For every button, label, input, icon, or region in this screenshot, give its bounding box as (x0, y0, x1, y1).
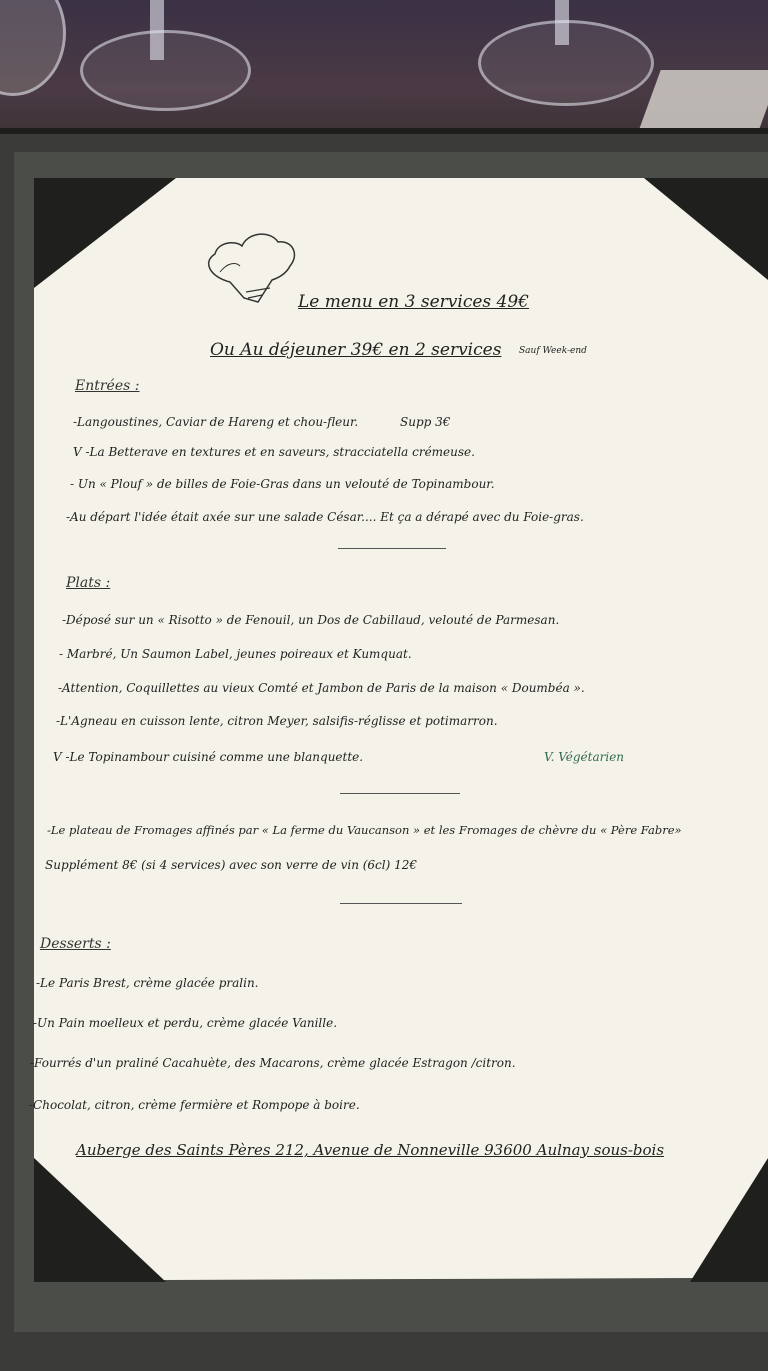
restaurant-address: Auberge des Saints Pères 212, Avenue de Nonneville 93600 Aulnay sous-bois (76, 1141, 665, 1159)
fromages-supplement: Supplément 8€ (si 4 services) avec son verre de vin (6cl) 12€ (45, 858, 418, 872)
entree-item: - Un « Plouf » de billes de Foie-Gras dans un velouté de Topinambour. (70, 477, 495, 491)
plats-heading: Plats : (66, 575, 111, 591)
glass-stem (555, 0, 569, 45)
glass-stem (150, 0, 164, 60)
wine-glass-base (80, 30, 251, 111)
separator (340, 903, 462, 904)
plat-item: -Déposé sur un « Risotto » de Fenouil, un Dos de Cabillaud, velouté de Parmesan. (62, 613, 560, 627)
vegetarian-legend: V. Végétarien (544, 750, 625, 764)
chef-hat-icon (200, 222, 300, 310)
wine-glass (0, 0, 66, 96)
entree-item: -Langoustines, Caviar de Hareng et chou-fleur. (73, 415, 359, 429)
desserts-heading: Desserts : (40, 936, 111, 952)
separator (340, 793, 460, 794)
plat-item: - Marbré, Un Saumon Label, jeunes poireaux et Kumquat. (59, 647, 412, 661)
separator (338, 548, 446, 549)
plat-item: -Attention, Coquillettes au vieux Comté et Jambon de Paris de la maison « Doumbéa ». (58, 681, 585, 695)
menu-title: Le menu en 3 services 49€ (298, 292, 529, 312)
entrees-heading: Entrées : (75, 378, 140, 394)
plat-item: V -Le Topinambour cuisiné comme une blanquette. (53, 750, 364, 764)
dessert-item: -Un Pain moelleux et perdu, crème glacée Vanille. (33, 1016, 338, 1030)
entree-item: V -La Betterave en textures et en saveurs, stracciatella crémeuse. (73, 445, 475, 459)
plat-item: -L'Agneau en cuisson lente, citron Meyer, salsifis-réglisse et potimarron. (56, 714, 498, 728)
dessert-item: -Chocolat, citron, crème fermière et Rompope à boire. (29, 1098, 360, 1112)
subtitle-note: Sauf Week-end (519, 346, 587, 356)
entree-supplement: Supp 3€ (400, 415, 451, 429)
dessert-item: -Fourrés d'un praliné Cacahuète, des Macarons, crème glacée Estragon /citron. (30, 1056, 516, 1070)
entree-item: -Au départ l'idée était axée sur une salade César.... Et ça a dérapé avec du Foie-gras. (66, 510, 584, 524)
menu-subtitle: Ou Au déjeuner 39€ en 2 services (210, 340, 502, 360)
fromages-line: -Le plateau de Fromages affinés par « La ferme du Vaucanson » et les Fromages de chèvre du « Père Fabre» (47, 823, 682, 837)
dessert-item: -Le Paris Brest, crème glacée pralin. (36, 976, 259, 990)
